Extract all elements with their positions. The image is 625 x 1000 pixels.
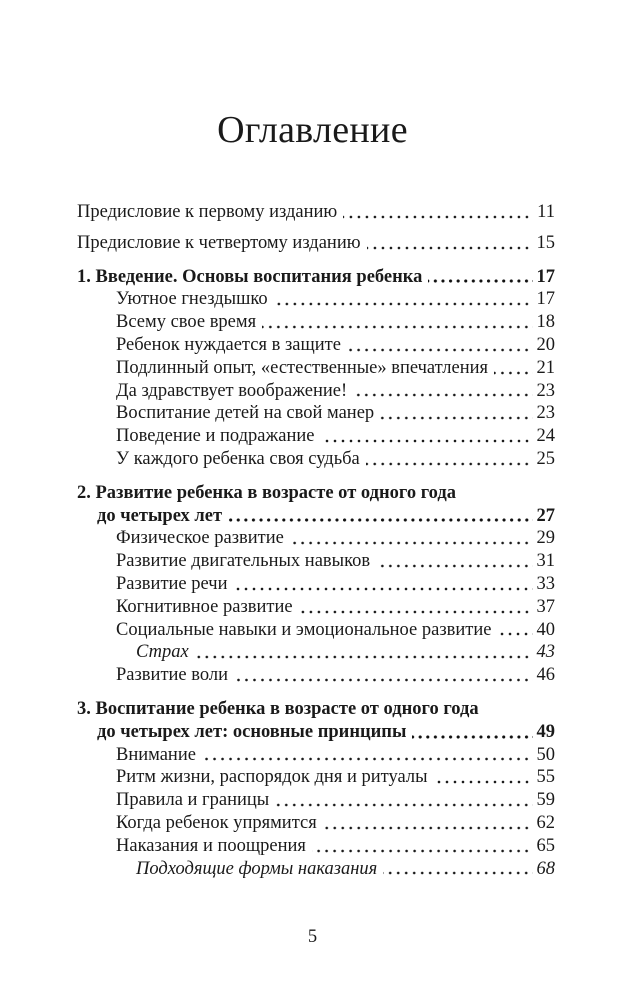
page-number: 5 [307,927,318,947]
page-title: Оглавление [217,109,408,151]
entry-page: 11 [537,202,555,222]
toc-subsection [77,641,555,664]
section-page: 55 [536,767,555,788]
dot-leader [321,439,533,443]
section-page: 59 [536,790,555,811]
toc-chapter-heading [77,721,555,744]
toc-chapter-heading [77,505,555,528]
dot-leader [312,849,533,853]
section-title: Всему свое время [116,312,257,333]
table-of-contents [77,201,555,880]
toc-section [77,664,555,687]
dot-leader [290,541,533,545]
subsection-page: 68 [536,858,555,879]
dot-leader [343,215,533,219]
toc-subsection [77,858,555,881]
section-title: Правила и границы [116,790,270,811]
dot-leader [428,279,532,283]
chapter-title-continuation: до четырех лет: основные принципы [97,721,407,742]
toc-section [77,527,555,550]
dot-leader [366,462,533,466]
dot-leader [497,632,532,636]
toc-section [77,380,555,403]
section-page: 31 [536,551,555,572]
section-page: 65 [536,835,555,856]
entry-page: 15 [536,232,555,253]
toc-section [77,619,555,642]
section-page: 46 [536,665,555,686]
dot-leader [262,325,532,329]
section-title: Ритм жизни, распорядок дня и ритуалы [116,767,428,788]
section-page: 25 [536,448,555,469]
dot-leader [323,826,533,830]
toc-section [77,596,555,619]
dot-leader [228,518,532,522]
section-title: Подлинный опыт, «естественные» впечатления [116,357,489,378]
section-title: Развитие двигательных навыков [116,551,371,572]
toc-section [77,573,555,596]
dot-leader [233,587,532,591]
section-title: Физическое развитие [116,528,284,549]
dot-leader [202,757,533,761]
subsection-title: Страх [136,642,189,663]
toc-section [77,311,555,334]
chapter-page: 27 [536,505,555,526]
toc-section [77,357,555,380]
entry-title: Предисловие к первому изданию [77,202,338,222]
chapter-title-line: 3. Воспитание ребенка в возрасте от одного года [77,698,479,719]
section-title: Наказания и поощрения [116,835,306,856]
dot-leader [275,803,532,807]
dot-leader [376,564,532,568]
dot-leader [434,780,533,784]
toc-section [77,789,555,812]
section-title: Развитие речи [116,573,228,594]
chapter-title-line: 2. Развитие ребенка в возрасте от одного года [77,482,456,503]
dot-leader [299,610,533,614]
section-title: У каждого ребенка своя судьба [116,448,360,469]
chapter-page: 49 [536,721,555,742]
toc-section [77,835,555,858]
toc-section [77,334,555,357]
section-page: 37 [536,596,555,617]
dot-leader [353,393,532,397]
entry-title: Предисловие к четвертому изданию [77,232,361,253]
dot-leader [195,655,533,659]
dot-leader [274,302,533,306]
section-title: Когнитивное развитие [116,596,293,617]
section-page: 40 [536,619,555,640]
toc-entry-preface [77,232,555,255]
toc-section [77,550,555,573]
dot-leader [383,871,532,875]
section-title: Внимание [116,744,196,765]
toc-chapter-heading [77,266,555,289]
dot-leader [494,371,532,375]
section-page: 24 [536,426,555,447]
section-page: 18 [536,312,555,333]
chapter-page: 17 [536,266,555,287]
section-title: Воспитание детей на свой манер [116,403,375,424]
section-title: Ребенок нуждается в защите [116,334,341,355]
section-title: Развитие воли [116,665,229,686]
section-page: 50 [536,744,555,765]
toc-section [77,744,555,767]
section-page: 17 [536,289,555,310]
section-title: Социальные навыки и эмоциональное развитие [116,619,492,640]
subsection-page: 43 [536,642,555,663]
toc-section [77,812,555,835]
toc-section [77,448,555,471]
section-page: 29 [536,528,555,549]
subsection-title: Подходящие формы наказания [136,858,378,879]
section-title: Когда ребенок упрямится [116,812,317,833]
section-page: 21 [536,357,555,378]
chapter-title: 1. Введение. Основы воспитания ребенка [77,266,423,287]
section-page: 62 [536,812,555,833]
dot-leader [380,416,532,420]
chapter-title-continuation: до четырех лет [97,505,223,526]
toc-section [77,425,555,448]
section-page: 33 [536,573,555,594]
dot-leader [412,735,532,739]
section-page: 23 [536,403,555,424]
section-page: 23 [536,380,555,401]
toc-section [77,402,555,425]
dot-leader [347,348,533,352]
toc-entry-preface [77,201,555,224]
dot-leader [234,678,532,682]
section-page: 20 [536,334,555,355]
toc-section [77,766,555,789]
section-title: Поведение и подражание [116,426,315,447]
section-title: Уютное гнездышко [116,289,268,310]
section-title: Да здравствует воображение! [116,380,348,401]
dot-leader [367,246,533,250]
toc-section [77,288,555,311]
